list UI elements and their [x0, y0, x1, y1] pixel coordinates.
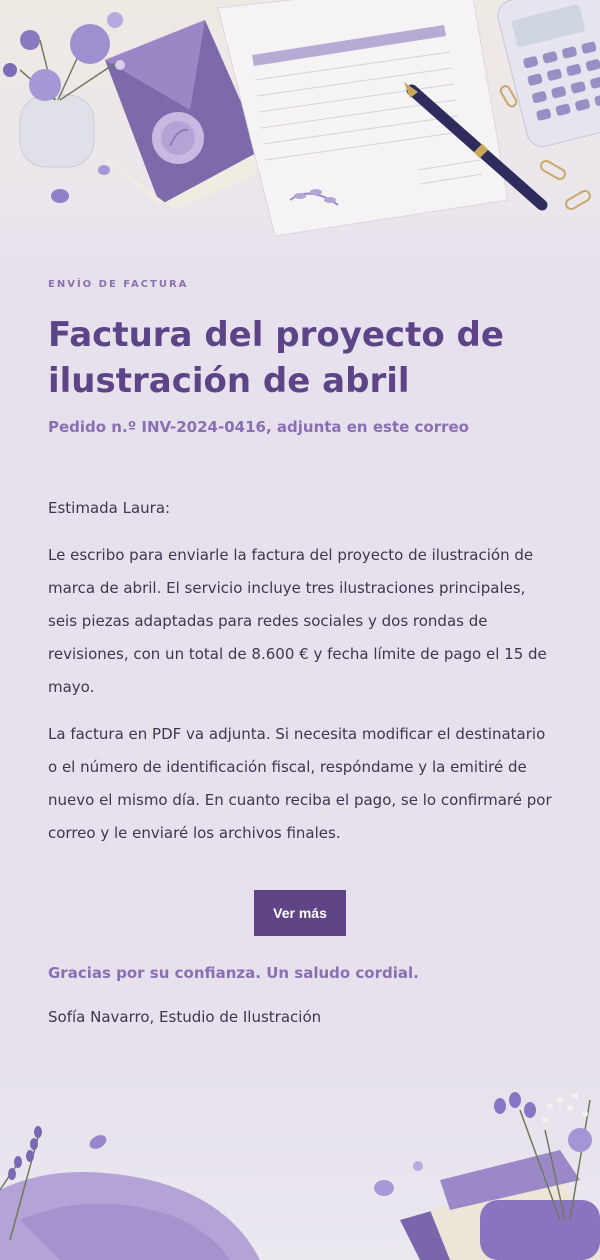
cta-container [48, 890, 552, 936]
page-title: Factura del proyecto de ilustración de abril [48, 315, 504, 401]
greeting: Estimada Laura: [48, 499, 171, 517]
eyebrow-label: ENVÍO DE FACTURA [48, 279, 189, 290]
ver-mas-button[interactable]: Ver más [254, 890, 346, 936]
order-subtitle: Pedido n.º INV-2024-0416, adjunta en este correo [48, 418, 469, 436]
body-paragraph: La factura en PDF va adjunta. Si necesita modificar el destinatario o el número de identificación fiscal, respóndame y la emitiré de nuevo el mismo día. En cuanto reciba el pago, se lo confirmaré por correo y le enviaré los archivos finales. [48, 725, 552, 842]
closing-thanks: Gracias por su confianza. Un saludo cordial. [48, 964, 419, 982]
hero-illustration [0, 0, 600, 262]
footer-illustration [0, 1070, 600, 1260]
body-paragraph: Le escribo para enviarle la factura del proyecto de ilustración de marca de abril. El servicio incluye tres ilustraciones principales, seis piezas adaptadas para redes sociales y dos rondas de revisiones, con un total de 8.600 € y fecha límite de pago el 15 de mayo. [48, 546, 547, 696]
signature: Sofía Navarro, Estudio de Ilustración [48, 1008, 322, 1026]
email-content [48, 262, 552, 1028]
